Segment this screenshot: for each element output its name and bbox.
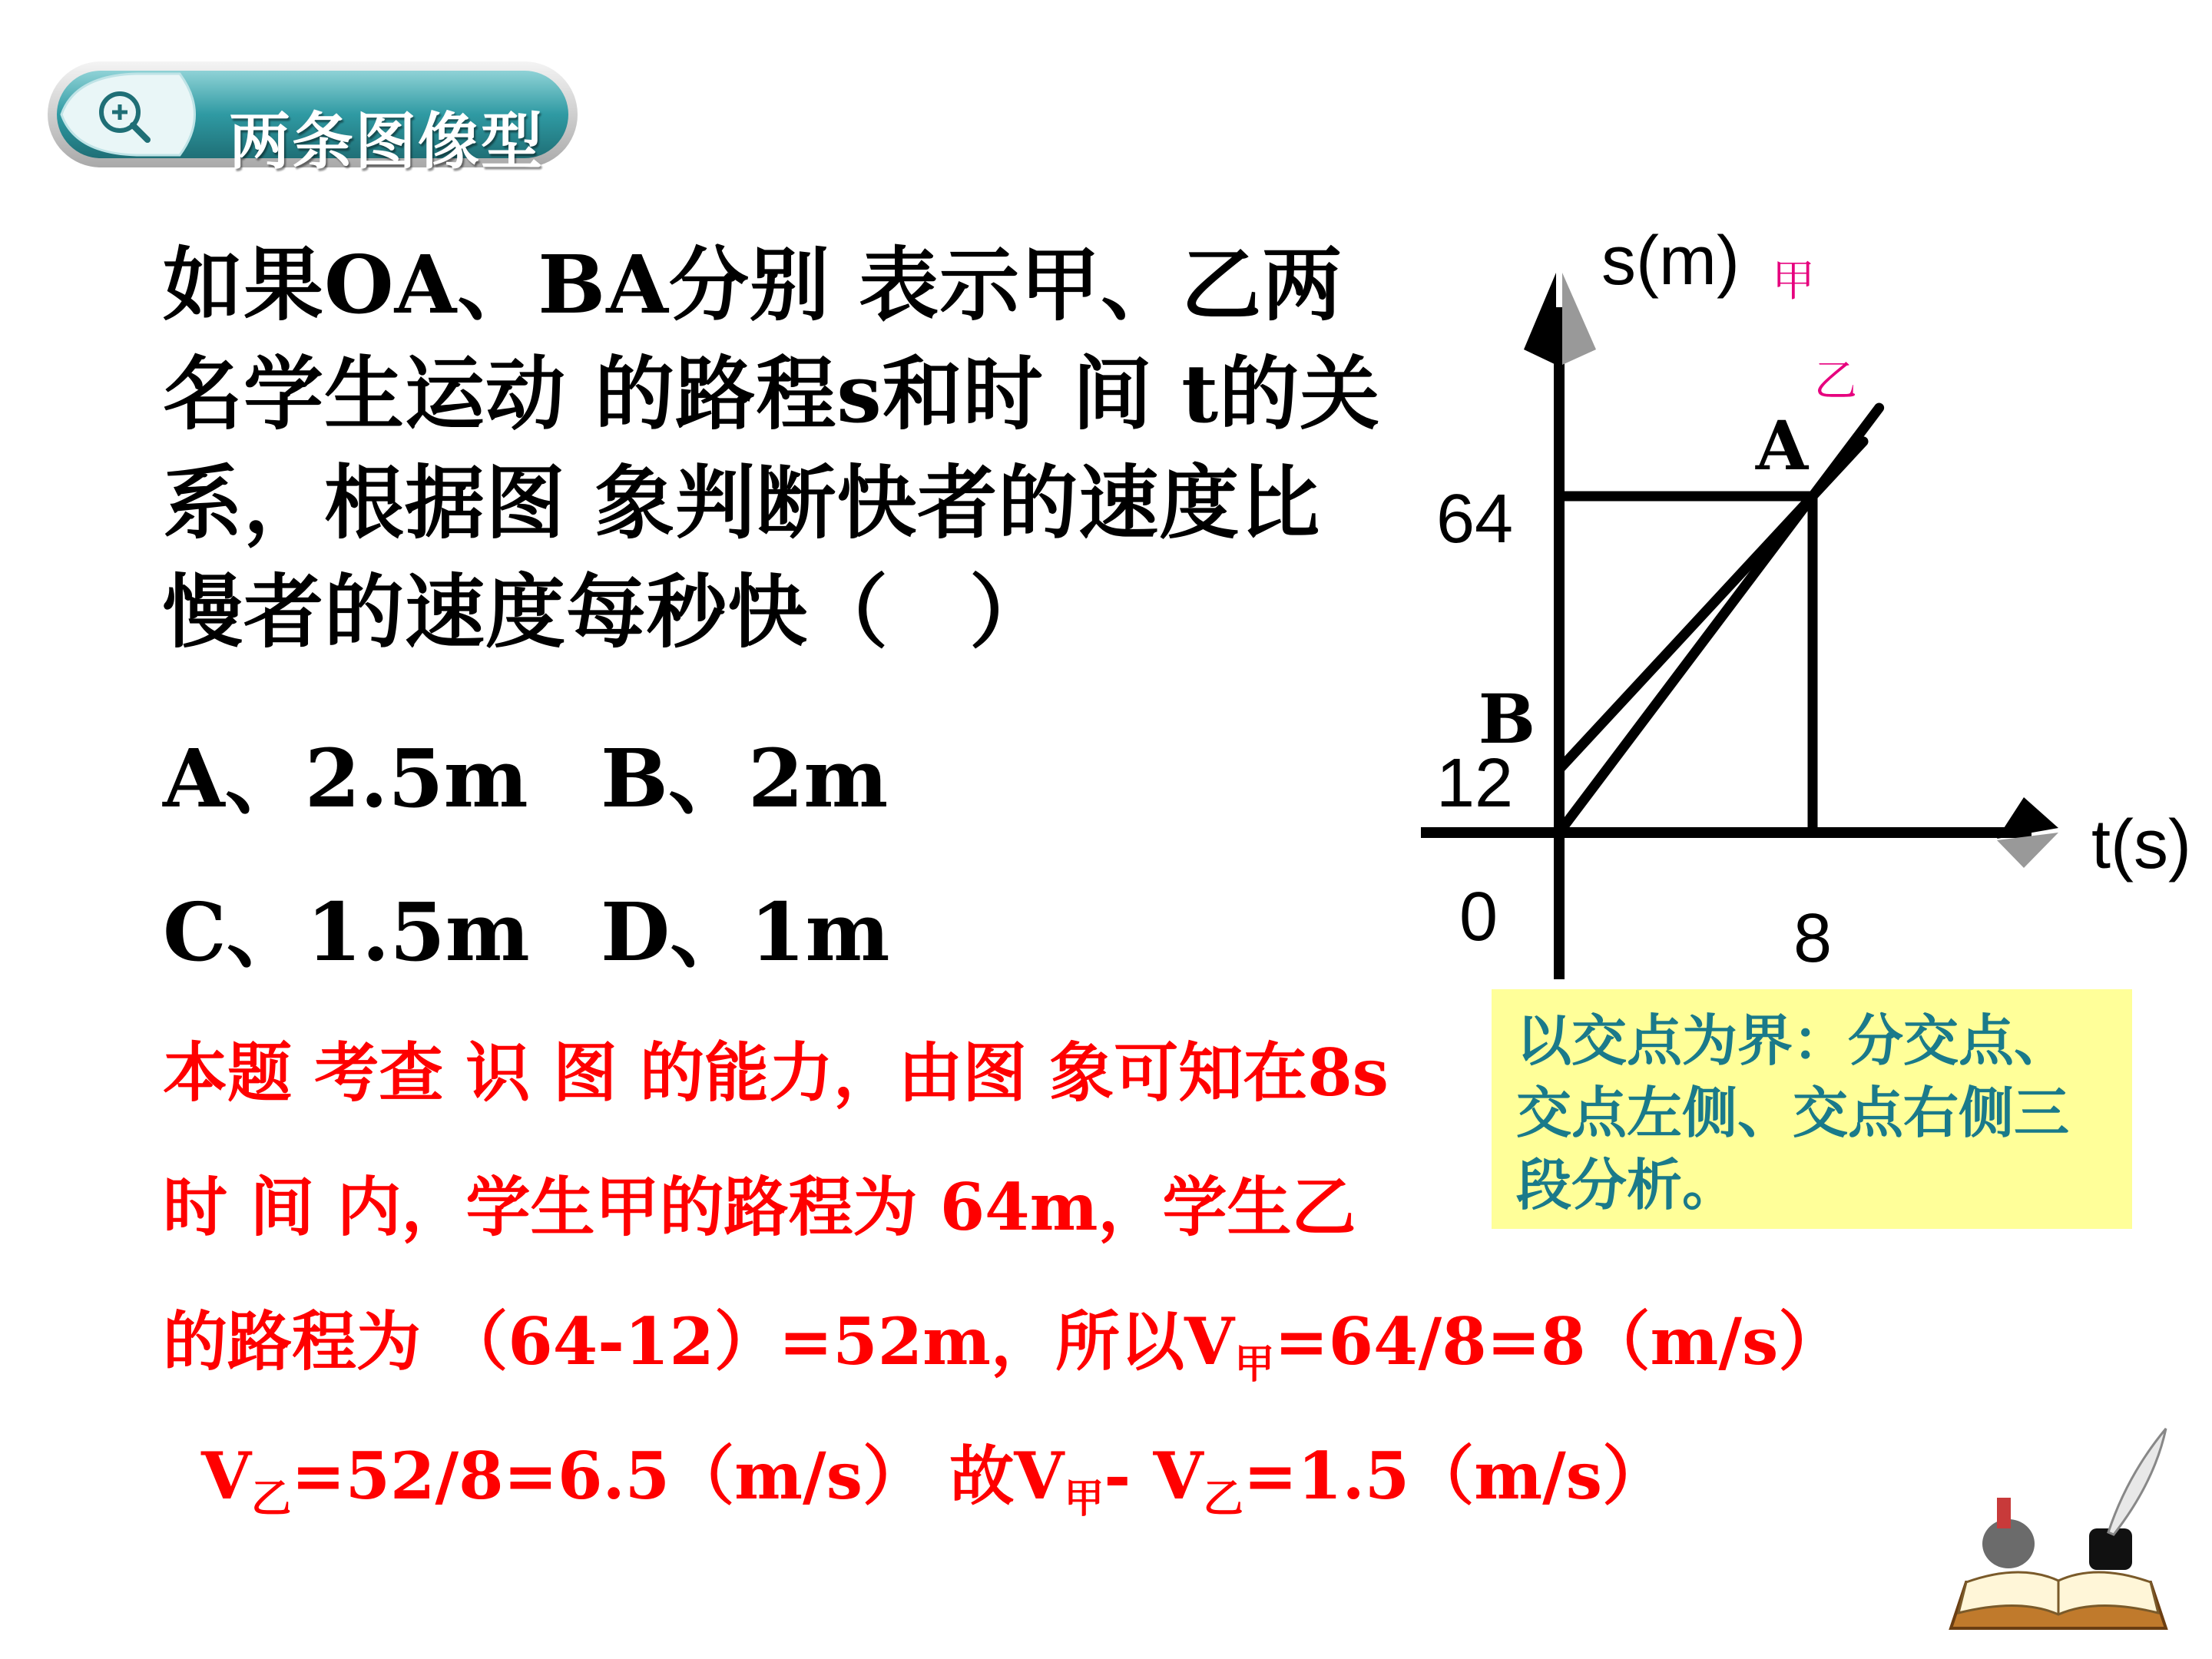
- section-badge: [45, 55, 582, 178]
- option-a: A、2.5m: [163, 731, 528, 826]
- section-title: 两条图像型: [229, 106, 544, 177]
- y-axis-arrow-grey: [1562, 273, 1596, 365]
- x-axis-arrow: [1997, 797, 2058, 839]
- distance-time-chart: [1406, 200, 2204, 998]
- exp4-end: =1.5（m/s）: [1243, 1438, 1667, 1514]
- exp4-mid2: - V: [1104, 1438, 1204, 1514]
- y-axis-arrow: [1524, 273, 1556, 365]
- options-row-1: [163, 714, 888, 830]
- question-text: 如果OA、BA分别 表示甲、乙两名学生运动 的路程s和时 间 t的关系，根据图 象判断快者的速度比慢者的速度每秒快（ ）: [163, 237, 1381, 659]
- x-tick-8: 8: [1793, 900, 1833, 977]
- series-label-2: 乙: [1814, 356, 1857, 406]
- exp4-sub3: 乙: [1203, 1475, 1243, 1522]
- options-row-2: [163, 868, 890, 983]
- x-axis-label: t(s): [2091, 806, 2191, 883]
- chart-axes: [1421, 273, 2058, 979]
- series-label-1: 甲: [1772, 257, 1815, 306]
- desk-quill-book-icon: [1936, 1406, 2181, 1651]
- explanation-line-4: [201, 1425, 1667, 1524]
- exp3-prefix: 的路程为 （64-12）=52m，所以V: [163, 1303, 1235, 1379]
- exp4-v1: V: [201, 1438, 252, 1514]
- exp4-mid: =52/8=6.5（m/s） 故V: [291, 1438, 1065, 1514]
- exp4-sub2: 甲: [1064, 1475, 1104, 1522]
- point-label-b: B: [1478, 678, 1536, 759]
- exp3-sub: 甲: [1234, 1341, 1275, 1388]
- explanation-line-3: [163, 1290, 1843, 1389]
- exp3-suffix: =64/8=8（m/s）: [1274, 1303, 1843, 1379]
- x-tick-0: 0: [1459, 879, 1498, 955]
- exp4-sub1: 乙: [251, 1475, 292, 1522]
- y-tick-64: 64: [1435, 481, 1514, 558]
- option-d: D、1m: [601, 885, 890, 979]
- series-line-2: [1559, 442, 1863, 770]
- explanation-line-1: 本题 考查 识 图 的能力，由图 象可知在8s: [163, 1035, 1389, 1111]
- point-label-a: A: [1755, 406, 1809, 485]
- y-tick-12: 12: [1435, 744, 1514, 822]
- option-b: B、2m: [601, 731, 889, 826]
- hint-box: 以交点为界：分交点、交点左侧、交点右侧三段分析。: [1492, 989, 2132, 1229]
- explanation-line-2: 时 间 内，学生甲的路程为 64m，学生乙: [163, 1169, 1356, 1245]
- y-axis-label: s(m): [1601, 223, 1740, 300]
- option-c: C、1.5m: [163, 885, 530, 979]
